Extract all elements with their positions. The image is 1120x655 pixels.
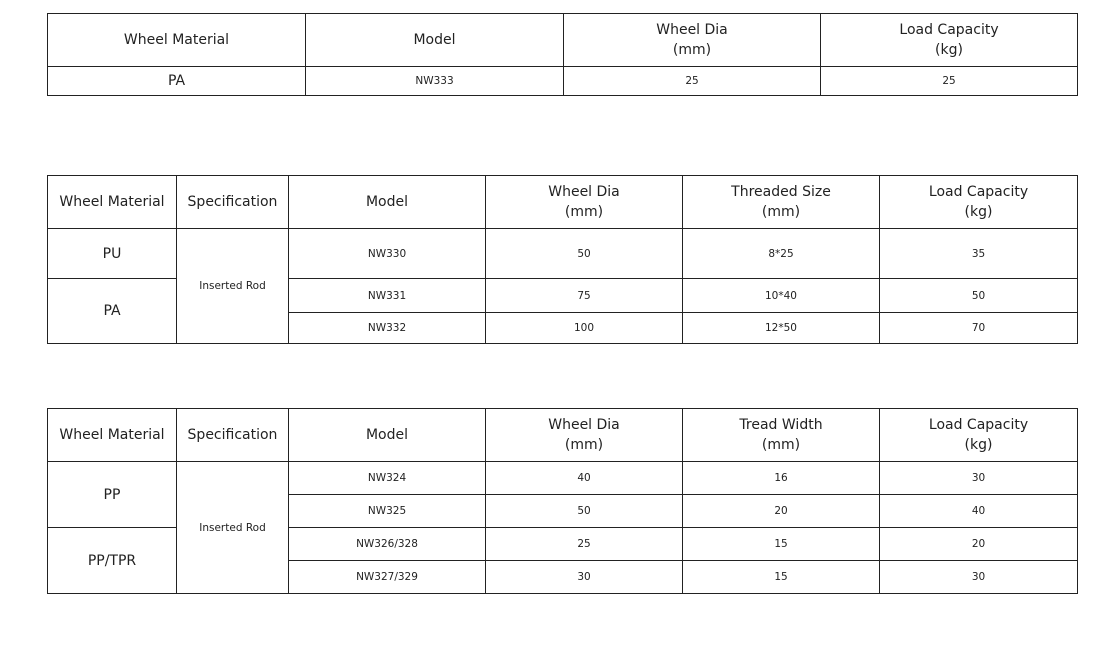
header-load-capacity-unit: (kg): [964, 204, 993, 220]
header-model: Model: [289, 176, 486, 229]
table-row: [48, 462, 1078, 495]
cell-threaded-size: 8*25: [683, 229, 880, 279]
cell-wheel-dia: 100: [486, 313, 683, 344]
header-load-capacity-label: Load Capacity: [928, 184, 1029, 200]
header-wheel-dia-unit: (mm): [564, 437, 604, 453]
header-wheel-material: Wheel Material: [48, 176, 177, 229]
cell-model: NW327/329: [289, 561, 486, 594]
cell-model: NW325: [289, 495, 486, 528]
header-threaded-size: [683, 176, 880, 229]
cell-specification: Inserted Rod: [177, 462, 289, 594]
header-specification: Specification: [177, 176, 289, 229]
table-header-row: [48, 14, 1078, 67]
table-header-row: [48, 409, 1078, 462]
cell-wheel-dia: 30: [486, 561, 683, 594]
cell-wheel-material: PU: [48, 229, 177, 279]
table-header-row: [48, 176, 1078, 229]
table-row: [48, 229, 1078, 279]
cell-wheel-material: PP/TPR: [48, 528, 177, 594]
cell-tread-width: 15: [683, 561, 880, 594]
header-load-capacity-unit: (kg): [935, 42, 963, 58]
header-load-capacity-label: Load Capacity: [928, 417, 1029, 433]
header-wheel-dia-unit: (mm): [564, 204, 604, 220]
header-wheel-dia-unit: (mm): [672, 42, 712, 58]
cell-model: NW326/328: [289, 528, 486, 561]
header-tread-width-unit: (mm): [761, 437, 801, 453]
header-load-capacity: [880, 409, 1078, 462]
cell-wheel-dia: 50: [486, 495, 683, 528]
cell-wheel-material: PA: [48, 279, 177, 344]
cell-model: NW333: [306, 67, 564, 96]
cell-wheel-dia: 25: [564, 67, 821, 96]
spec-table-nw324-329: [47, 408, 1078, 594]
cell-wheel-material: PA: [48, 67, 306, 96]
header-threaded-size-unit: (mm): [761, 204, 801, 220]
cell-load-capacity: 50: [880, 279, 1078, 313]
header-model: Model: [306, 14, 564, 67]
header-load-capacity-label: Load Capacity: [899, 22, 999, 38]
cell-load-capacity: 35: [880, 229, 1078, 279]
header-wheel-dia: [564, 14, 821, 67]
spec-table-nw330-332: [47, 175, 1078, 344]
cell-load-capacity: 25: [821, 67, 1078, 96]
cell-load-capacity: 20: [880, 528, 1078, 561]
cell-load-capacity: 40: [880, 495, 1078, 528]
header-specification: Specification: [177, 409, 289, 462]
header-wheel-material: Wheel Material: [48, 409, 177, 462]
header-tread-width: [683, 409, 880, 462]
table-row: [48, 67, 1078, 96]
cell-threaded-size: 10*40: [683, 279, 880, 313]
header-wheel-dia: [486, 409, 683, 462]
cell-load-capacity: 30: [880, 561, 1078, 594]
header-wheel-dia-label: Wheel Dia: [656, 22, 728, 38]
header-model: Model: [289, 409, 486, 462]
header-wheel-dia-label: Wheel Dia: [548, 417, 620, 433]
header-threaded-size-label: Threaded Size: [731, 184, 831, 200]
cell-wheel-dia: 50: [486, 229, 683, 279]
header-load-capacity-unit: (kg): [964, 437, 993, 453]
cell-model: NW324: [289, 462, 486, 495]
cell-wheel-material: PP: [48, 462, 177, 528]
cell-model: NW330: [289, 229, 486, 279]
header-wheel-material: Wheel Material: [48, 14, 306, 67]
cell-wheel-dia: 40: [486, 462, 683, 495]
cell-model: NW332: [289, 313, 486, 344]
cell-specification: Inserted Rod: [177, 229, 289, 344]
spec-table-nw333: [47, 13, 1078, 96]
cell-tread-width: 15: [683, 528, 880, 561]
cell-tread-width: 16: [683, 462, 880, 495]
cell-model: NW331: [289, 279, 486, 313]
header-tread-width-label: Tread Width: [739, 417, 823, 433]
header-load-capacity: [880, 176, 1078, 229]
cell-wheel-dia: 25: [486, 528, 683, 561]
cell-threaded-size: 12*50: [683, 313, 880, 344]
cell-wheel-dia: 75: [486, 279, 683, 313]
cell-tread-width: 20: [683, 495, 880, 528]
header-wheel-dia: [486, 176, 683, 229]
cell-load-capacity: 70: [880, 313, 1078, 344]
header-load-capacity: [821, 14, 1078, 67]
cell-load-capacity: 30: [880, 462, 1078, 495]
header-wheel-dia-label: Wheel Dia: [548, 184, 620, 200]
